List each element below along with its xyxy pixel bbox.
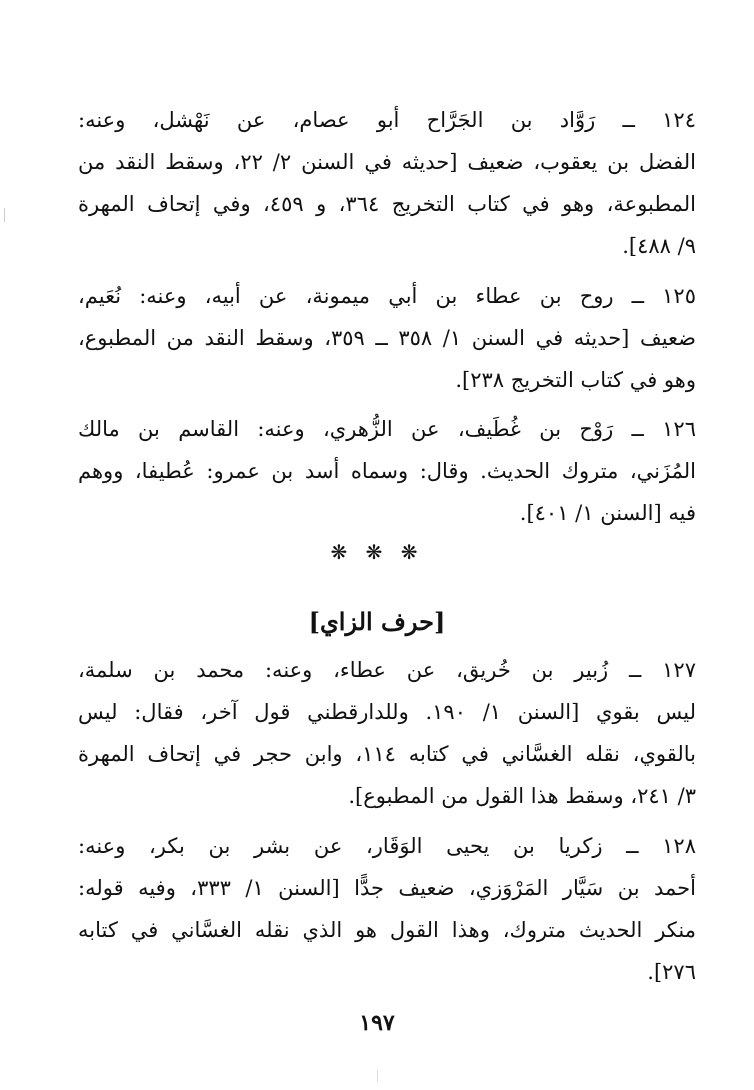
entry-127-line-1: ١٢٧ ــ زُبير بن خُريق، عن عطاء، وعنه: محمد بن سلمة، — [78, 658, 696, 682]
entry-127-line-2: ليس بقوي [السنن ١/ ١٩٠. وللدارقطني قول آخر، فقال: ليس — [78, 700, 696, 724]
scan-bottom-mark — [377, 1070, 378, 1082]
entry-127-line-4: ٣/ ٢٤١، وسقط هذا القول من المطبوع]. — [348, 784, 696, 808]
entry-125-line-2: ضعيف [حديثه في السنن ١/ ٣٥٨ ــ ٣٥٩، وسقط النقد من المطبوع، — [78, 326, 696, 350]
page-number: ١٩٧ — [359, 1010, 395, 1036]
section-heading: [حرف الزاي] — [308, 607, 446, 636]
entry-128-line-1: ١٢٨ ــ زكريا بن يحيى الوَقَار، عن بشر بن بكر، وعنه: — [78, 834, 696, 858]
section-separator: ❋ ❋ ❋ — [330, 540, 424, 564]
entry-124-line-3: المطبوعة، وهو في كتاب التخريج ٣٦٤، و ٤٥٩، وفي إتحاف المهرة — [78, 192, 696, 216]
entry-128-line-3: منكر الحديث متروك، وهذا القول هو الذي نقله الغسَّاني في كتابه — [78, 918, 696, 942]
entry-128-line-2: أحمد بن سَيَّار المَرْوَزي، ضعيف جدًّا [السنن ١/ ٣٣٣، وفيه قوله: — [78, 876, 696, 900]
entry-127-line-3: بالقوي، نقله الغسَّاني في كتابه ١١٤، وابن حجر في إتحاف المهرة — [78, 742, 696, 766]
scan-edge-mark — [4, 208, 5, 222]
entry-125-line-1: ١٢٥ ــ روح بن عطاء بن أبي ميمونة، عن أبيه، وعنه: نُعَيم، — [78, 284, 696, 308]
entry-125-line-3: وهو في كتاب التخريج ٢٣٨]. — [455, 368, 696, 392]
entry-126-line-1: ١٢٦ ــ رَوْح بن غُطَيف، عن الزُّهري، وعنه: القاسم بن مالك — [78, 417, 696, 441]
entry-128-line-4: ٢٧٦]. — [647, 960, 696, 984]
entry-126-line-3: فيه [السنن ١/ ٤٠١]. — [519, 501, 696, 525]
entry-124-line-2: الفضل بن يعقوب، ضعيف [حديثه في السنن ٢/ ٢٢، وسقط النقد من — [78, 150, 696, 174]
entry-124-line-1: ١٢٤ ــ رَوَّاد بن الجَرَّاح أبو عصام، عن نَهْشل، وعنه: — [78, 108, 696, 132]
entry-126-line-2: المُزَني، متروك الحديث. وقال: وسماه أسد بن عمرو: عُطيفا، ووهم — [78, 459, 696, 483]
entry-124-line-4: ٩/ ٤٨٨]. — [622, 234, 696, 258]
